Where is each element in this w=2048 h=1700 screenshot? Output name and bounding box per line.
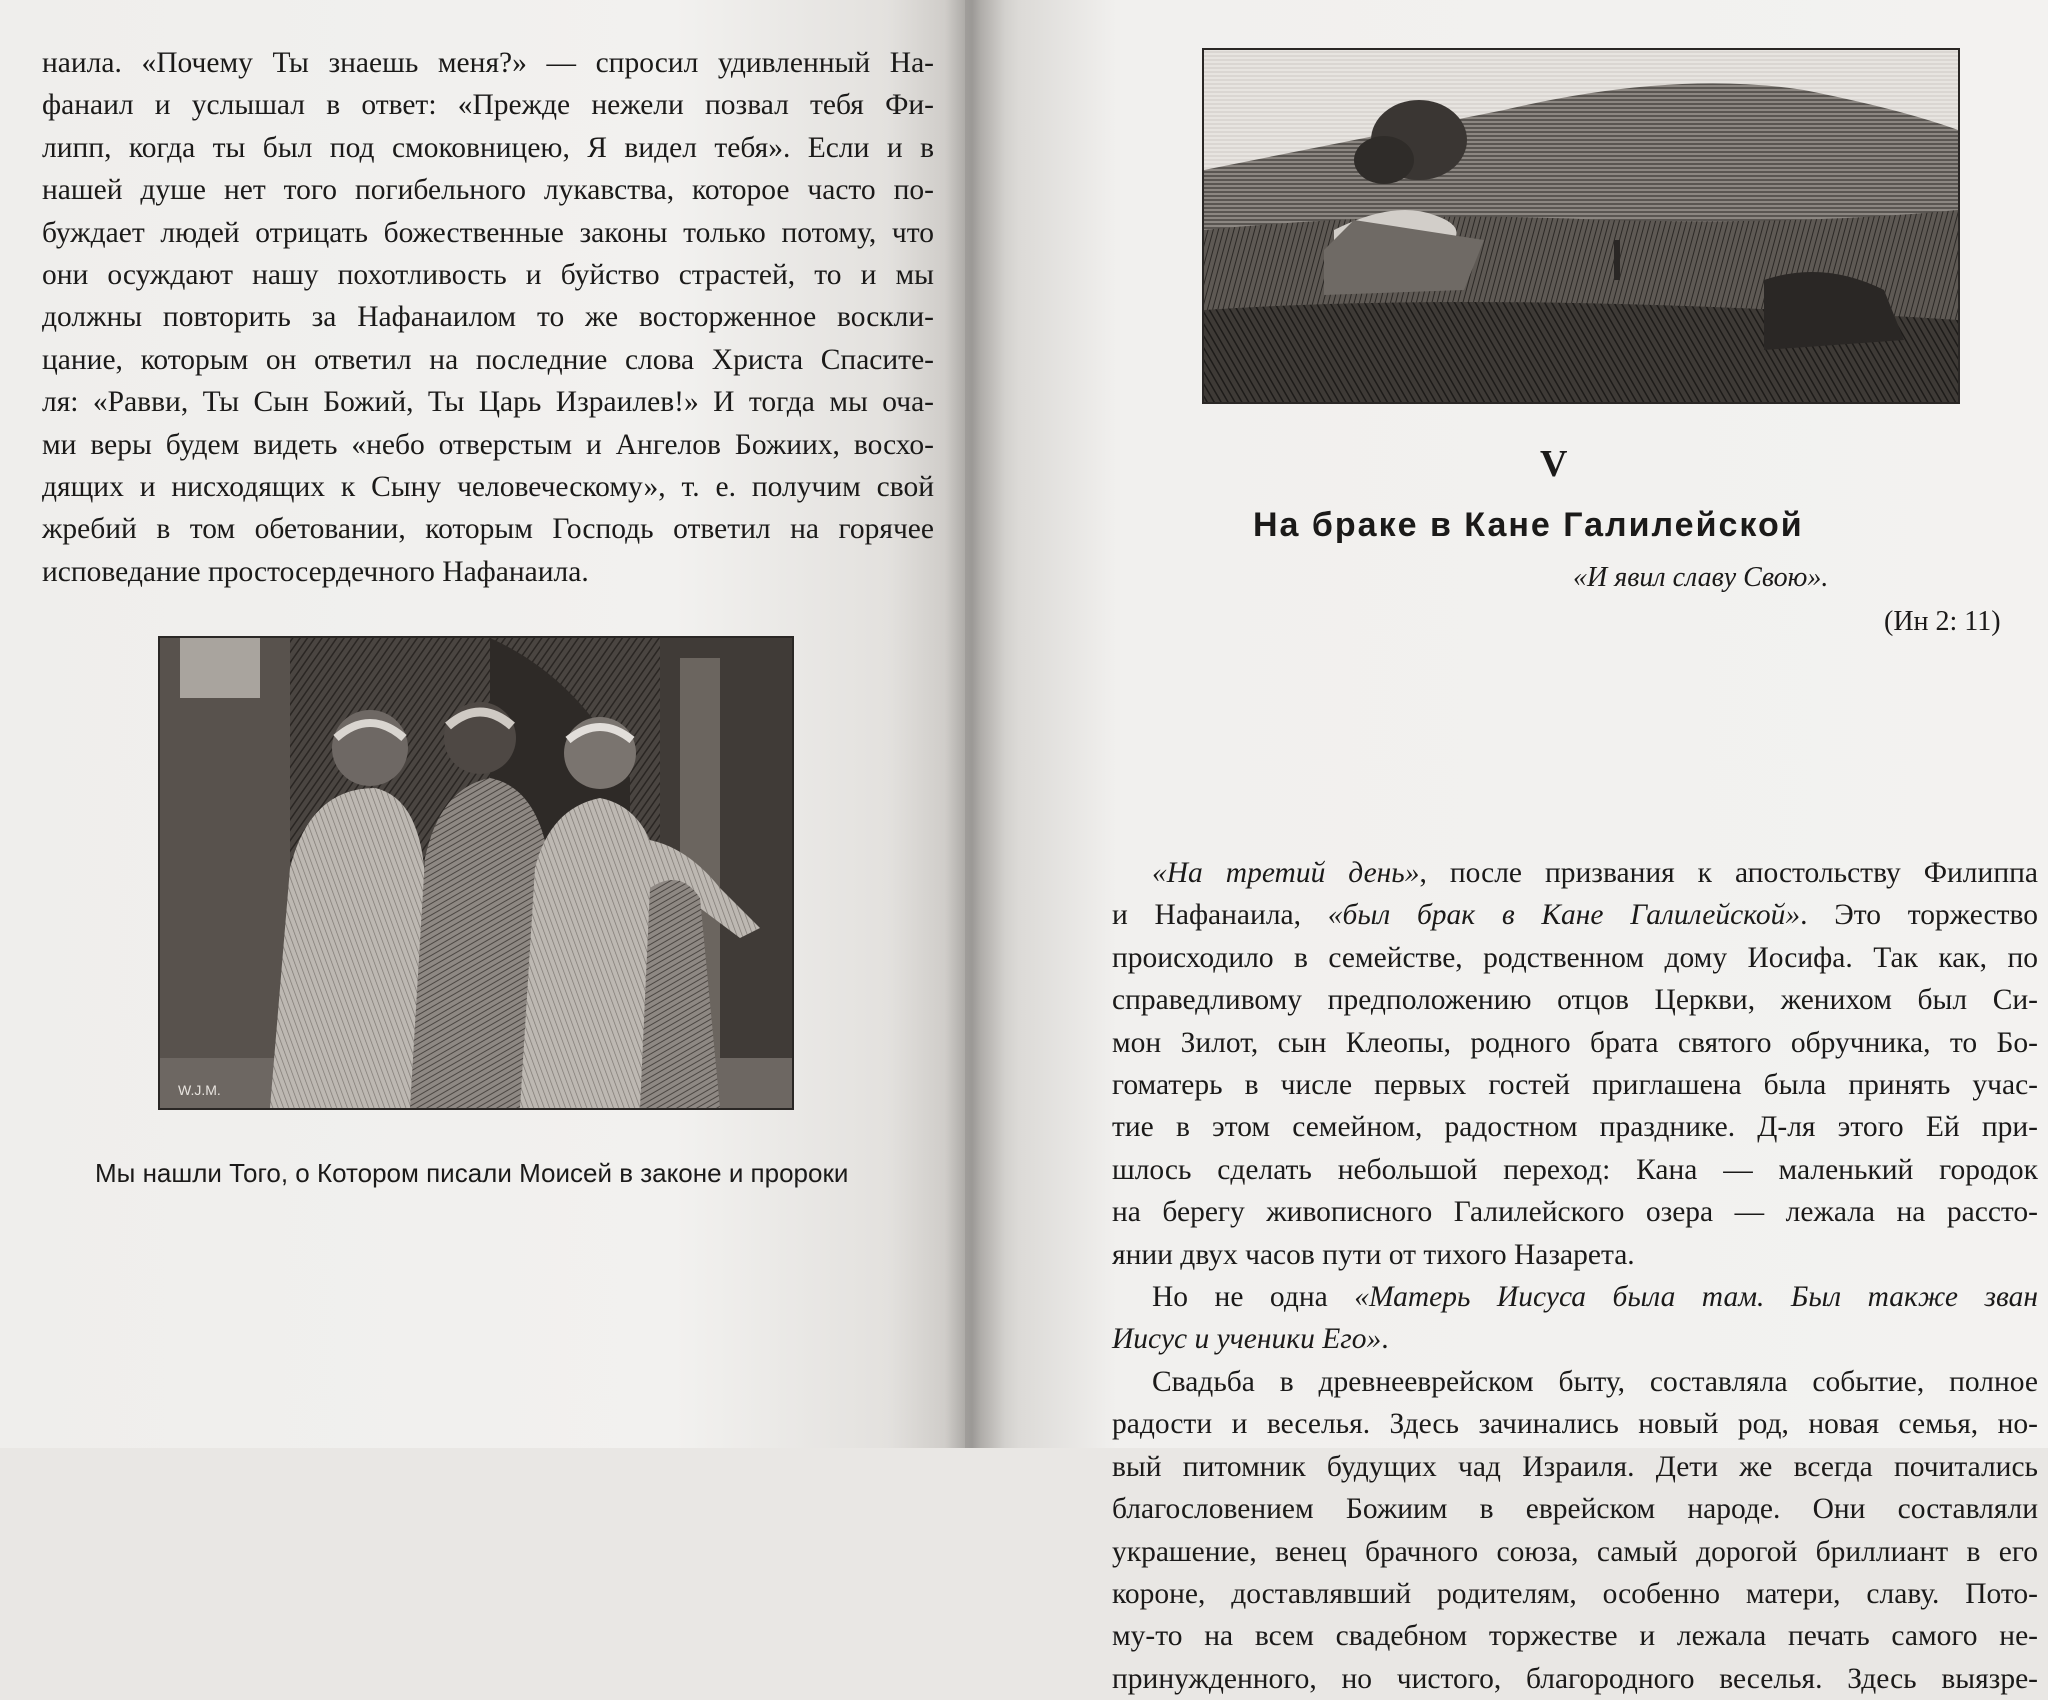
text-line: Свадьба в древнееврейском быту, составляла событие, полное bbox=[1152, 1365, 2038, 1398]
text-line: наила. «Почему Ты знаешь меня?» — спросил удивленный На- bbox=[42, 47, 934, 79]
text-line: справедливому предположению отцов Церкви, женихом был Си- bbox=[1112, 984, 2038, 1017]
text-line: липп, когда ты был под смоковницею, Я видел тебя». Если и в bbox=[42, 131, 934, 164]
left-page bbox=[0, 0, 965, 1448]
text-line bbox=[1112, 1276, 2038, 1318]
text-line: украшение, венец брачного союза, самый дорогой бриллиант в его bbox=[1112, 1535, 2038, 1568]
text-line: принужденного, но чистого, благородного веселья. Здесь выязре- bbox=[1112, 1662, 2038, 1695]
text-line: жребий в том обетовании, которым Господь ответил на горячее bbox=[42, 513, 934, 546]
book-gutter-shadow bbox=[945, 0, 1005, 1448]
text-line: происходило в семействе, родственном дому Иосифа. Так как, по bbox=[1112, 941, 2038, 974]
text-line: должны повторить за Нафанаилом то же восторженное воскли- bbox=[42, 301, 934, 334]
chapter-number: V bbox=[1540, 443, 1568, 485]
text-line: мон Зилот, сын Клеопы, родного брата святого обручника, то Бо- bbox=[1112, 1026, 2038, 1059]
text-line: фанаил и услышал в ответ: «Прежде нежели позвал тебя Фи- bbox=[42, 89, 934, 122]
engraving-landscape-svg bbox=[1204, 50, 1958, 402]
chapter-title: На браке в Кане Галилейской bbox=[1253, 506, 1804, 544]
illustration-signature: W.J.M. bbox=[178, 1082, 221, 1098]
left-page-text bbox=[42, 42, 934, 593]
right-page-text bbox=[1112, 852, 2038, 1700]
text-line: вый питомник будущих чад Израиля. Дети же всегда почитались bbox=[1112, 1450, 2038, 1483]
text-line: ми веры будем видеть «небо отверстым и Ангелов Божиих, восхо- bbox=[42, 428, 934, 461]
text-line: янии двух часов пути от тихого Назарета. bbox=[1112, 1238, 1635, 1271]
text-line bbox=[1112, 852, 2038, 894]
text-line bbox=[1112, 1318, 2038, 1360]
text-line: шлось сделать небольшой переход: Кана — маленький городок bbox=[1112, 1153, 2038, 1186]
text-line: они осуждают нашу похотливость и буйство страстей, то и мы bbox=[42, 259, 934, 292]
text-line: цание, которым он ответил на последние слова Христа Спасите- bbox=[42, 343, 934, 376]
text-run: и Нафанаила, bbox=[1112, 899, 1328, 932]
engraving-landscape-illustration bbox=[1202, 48, 1960, 404]
text-line: ля: «Равви, Ты Сын Божий, Ты Царь Израилев!» И тогда мы оча- bbox=[42, 386, 934, 419]
text-line: му-то на всем свадебном торжестве и лежала печать самого не- bbox=[1112, 1620, 2038, 1653]
epigraph: «И явил славу Свою». bbox=[1573, 562, 1829, 593]
text-line: короне, доставлявший родителям, особенно матери, славу. Пото- bbox=[1112, 1577, 2038, 1610]
epigraph-reference: (Ин 2: 11) bbox=[1884, 606, 2001, 637]
italic-quote: «Матерь Иисуса была там. Был также зван bbox=[1354, 1281, 2038, 1314]
text-line: исповедание простосердечного Нафанаила. bbox=[42, 555, 589, 588]
text-run: , после призвания к апостольству Филиппа bbox=[1419, 857, 2038, 889]
text-line: радости и веселья. Здесь зачинались новый род, новая семья, но- bbox=[1112, 1408, 2038, 1441]
text-line: буждает людей отрицать божественные законы только потому, что bbox=[42, 216, 934, 249]
text-run: . bbox=[1381, 1323, 1389, 1356]
text-line: гоматерь в числе первых гостей приглашена была принять учас- bbox=[1112, 1069, 2038, 1102]
engraving-disciples-illustration bbox=[158, 636, 794, 1110]
text-line bbox=[1112, 894, 2038, 936]
text-line: тие в этом семейном, радостном празднике. Д-ля этого Ей при- bbox=[1112, 1111, 2038, 1144]
italic-quote: «На третий день» bbox=[1152, 857, 1420, 889]
italic-quote: «был брак в Кане Галилейской» bbox=[1327, 899, 1801, 932]
text-line: дящих и нисходящих к Сыну человеческому», т. е. получим свой bbox=[42, 471, 934, 504]
text-run: . Это торжество bbox=[1800, 899, 2039, 932]
text-run: Но не одна bbox=[1152, 1281, 1355, 1314]
illustration-caption: Мы нашли Того, о Котором писали Моисей в законе и пророки bbox=[95, 1158, 849, 1188]
text-line: нашей душе нет того погибельного лукавства, которое часто по- bbox=[42, 174, 934, 207]
text-line: благословением Божиим в еврейском народе. Они составляли bbox=[1112, 1493, 2038, 1526]
engraving-disciples-svg bbox=[160, 638, 792, 1108]
text-line: на берегу живописного Галилейского озера — лежала на рассто- bbox=[1112, 1196, 2038, 1229]
italic-quote: Иисус и ученики Его» bbox=[1112, 1323, 1382, 1356]
